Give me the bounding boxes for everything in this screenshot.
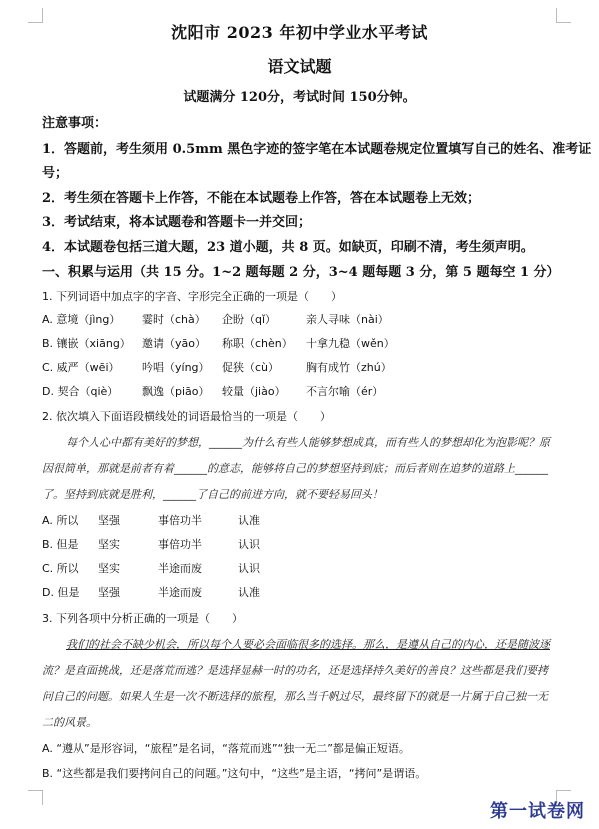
q1-c-1: C. 威严（wēi） bbox=[42, 361, 120, 374]
q3-passage-4: 二的风景。 bbox=[42, 716, 97, 729]
q1-d-4: 不言尔喻（ér） bbox=[306, 385, 384, 398]
q3-passage-2: 流？是直面挑战，还是落荒而逃？是选择显赫一时的功名，还是选择持久美好的善良？这些都是我们要拷 bbox=[42, 664, 548, 677]
q3-option-b: B. “这些都是我们要拷问自己的问题。”这句中，“这些”是主语，“拷问”是谓语。 bbox=[42, 767, 427, 780]
q2-c-3: 半途而废 bbox=[158, 562, 202, 575]
q1-option-b bbox=[42, 335, 562, 351]
exam-meta: 试题满分 120分，考试时间 150分钟。 bbox=[183, 90, 416, 105]
q2-stem: 2. 依次填入下面语段横线处的词语最恰当的一项是（ ） bbox=[42, 410, 331, 423]
q3-stem: 3. 下列各项中分析正确的一项是（ ） bbox=[42, 612, 243, 625]
note-2: 2．考生须在答题卡上作答，不能在本试题卷上作答，答在本试题卷上无效； bbox=[42, 191, 481, 206]
note-1a: 1．答题前，考生须用 0.5mm 黑色字迹的签字笔在本试题卷规定位置填写自己的姓名、准考证 bbox=[42, 142, 592, 157]
section-1-heading: 一、积累与运用（共 15 分。1~2 题每题 2 分，3~4 题每题 3 分，第 5 题每空 1 分） bbox=[42, 265, 560, 280]
q1-stem: 1. 下列词语中加点字的字音、字形完全正确的一项是（ ） bbox=[42, 290, 342, 303]
notes-heading: 注意事项： bbox=[42, 116, 108, 131]
q2-a-3: 事倍功半 bbox=[158, 514, 202, 527]
q2-passage-2: 因很简单，那就是前者有着______的意志，能够将自己的梦想坚持到底；而后者则在追梦的道路上______ bbox=[42, 462, 548, 475]
watermark-logo: 第一试卷网 bbox=[490, 801, 585, 822]
q2-a-1: A. 所以 bbox=[42, 514, 79, 527]
q1-b-2: 邀请（yāo） bbox=[142, 337, 206, 350]
q1-b-4: 十拿九稳（wěn） bbox=[306, 337, 395, 350]
q3-passage-1-text: 我们的社会不缺少机会，所以每个人要必会面临很多的选择。那么，是遵从自己的内心，还是随波逐 bbox=[66, 638, 550, 651]
q2-a-4: 认准 bbox=[238, 514, 260, 527]
note-4: 4．本试题卷包括三道大题，23 道小题，共 8 页。如缺页，印刷不清，考生须声明。 bbox=[42, 240, 534, 255]
q1-option-d bbox=[42, 383, 562, 399]
q1-a-3: 企盼（qǐ） bbox=[222, 313, 277, 326]
q2-c-2: 坚实 bbox=[98, 562, 120, 575]
q2-b-4: 认识 bbox=[238, 538, 260, 551]
note-3: 3．考试结束，将本试题卷和答题卡一并交回； bbox=[42, 215, 312, 230]
q2-option-b bbox=[42, 536, 562, 552]
q1-c-4: 胸有成竹（zhú） bbox=[306, 361, 392, 374]
exam-title: 沈阳市 2023 年初中学业水平考试 bbox=[171, 23, 428, 42]
q2-passage-1: 每个人心中都有美好的梦想，______为什么有些人能够梦想成真，而有些人的梦想却化为泡影呢？原 bbox=[66, 436, 550, 449]
q1-c-2: 吟唱（yíng） bbox=[142, 361, 210, 374]
q1-a-4: 亲人寻味（nài） bbox=[306, 313, 389, 326]
q1-d-2: 飘逸（piāo） bbox=[142, 385, 210, 398]
q2-option-d bbox=[42, 584, 562, 600]
q1-b-3: 称职（chèn） bbox=[222, 337, 293, 350]
q2-d-1: D. 但是 bbox=[42, 586, 80, 599]
q2-b-1: B. 但是 bbox=[42, 538, 79, 551]
q2-option-c bbox=[42, 560, 562, 576]
q2-c-1: C. 所以 bbox=[42, 562, 79, 575]
q2-b-3: 事倍功半 bbox=[158, 538, 202, 551]
crop-mark-bottom-left bbox=[28, 790, 43, 805]
q3-passage-3: 问自己的问题。如果人生是一次不断选择的旅程，那么当千帆过尽，最终留下的就是一片属于自己独一无 bbox=[42, 690, 548, 703]
q3-passage-1 bbox=[42, 636, 586, 652]
note-1b: 号； bbox=[42, 166, 69, 181]
q1-b-1: B. 镶嵌（xiāng） bbox=[42, 337, 131, 350]
q1-a-1: A. 意境（jìng） bbox=[42, 313, 121, 326]
q1-a-2: 霎时（chà） bbox=[142, 313, 206, 326]
q2-option-a bbox=[42, 512, 562, 528]
q1-option-a bbox=[42, 311, 562, 327]
q1-d-3: 较量（jiào） bbox=[222, 385, 286, 398]
q2-passage-3: 了。坚持到底就是胜利，______了自己的前进方向，就不要轻易回头！ bbox=[42, 488, 383, 501]
q2-d-4: 认准 bbox=[238, 586, 260, 599]
q3-option-a: A. “遵从”是形容词，“旅程”是名词，“落荒而逃”“独一无二”都是偏正短语。 bbox=[42, 742, 410, 755]
q2-c-4: 认识 bbox=[238, 562, 260, 575]
q2-d-2: 坚强 bbox=[98, 586, 120, 599]
q2-a-2: 坚强 bbox=[98, 514, 120, 527]
q1-d-1: D. 契合（qiè） bbox=[42, 385, 119, 398]
q1-option-c bbox=[42, 359, 562, 375]
q2-b-2: 坚实 bbox=[98, 538, 120, 551]
q1-c-3: 促狭（cù） bbox=[222, 361, 280, 374]
q2-d-3: 半途而废 bbox=[158, 586, 202, 599]
exam-subtitle: 语文试题 bbox=[267, 57, 332, 76]
